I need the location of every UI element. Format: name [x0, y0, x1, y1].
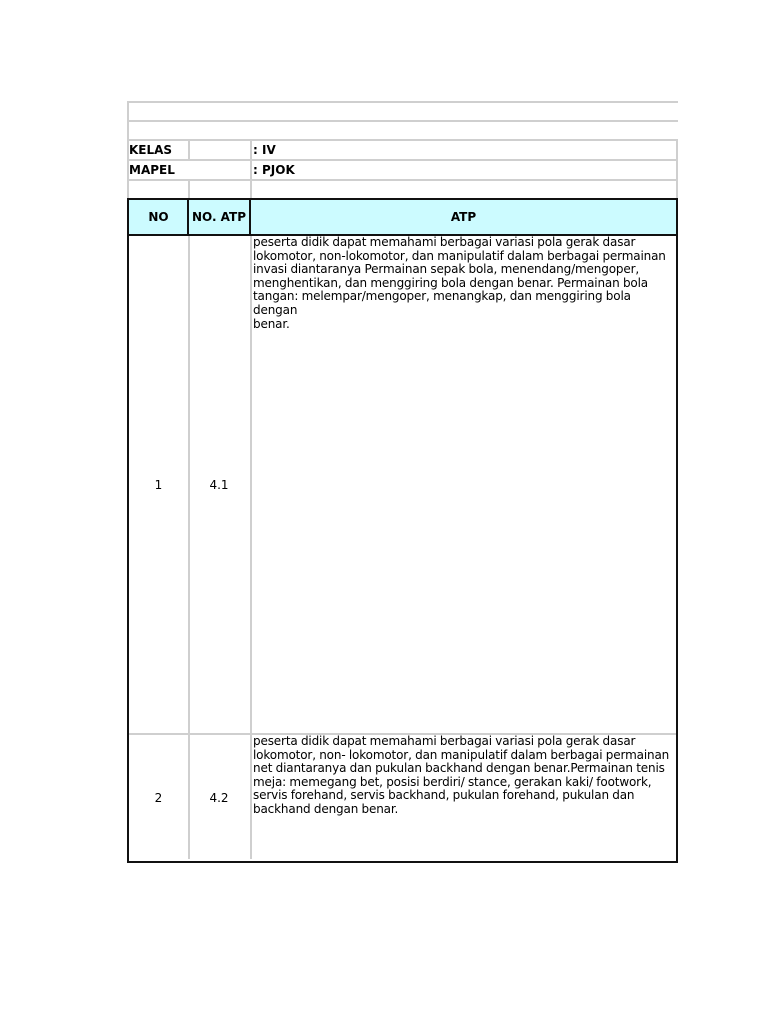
atp-line: tangan: melempar/mengoper, menangkap, dan menggiring bola dengan — [253, 289, 631, 317]
kelas-value: : IV — [253, 143, 276, 157]
grid-line — [127, 179, 678, 181]
row-2-no: 2 — [154, 791, 163, 805]
grid-line — [127, 139, 678, 141]
row-1-atp — [253, 236, 673, 331]
kelas-label: KELAS — [129, 143, 173, 157]
grid-line — [127, 120, 678, 122]
grid-line — [250, 139, 252, 198]
grid-line — [676, 139, 678, 198]
atp-line: net diantaranya dan pukulan backhand dengan benar.Permainan tenis — [253, 761, 665, 776]
atp-line: servis forehand, servis backhand, pukulan forehand, pukulan dan — [253, 788, 635, 803]
atp-line: menghentikan, dan menggiring bola dengan benar. Permainan bola — [253, 275, 648, 290]
row-1-no-atp: 4.1 — [209, 478, 229, 492]
atp-line: lokomotor, non-lokomotor, dan manipulatif dalam berbagai permainan — [253, 248, 666, 263]
row-1-no: 1 — [154, 478, 163, 492]
mapel-label: MAPEL — [129, 163, 175, 177]
atp-table — [127, 198, 678, 863]
header-atp: ATP — [450, 210, 477, 224]
grid-line — [188, 179, 190, 198]
mapel-value: : PJOK — [253, 163, 295, 177]
atp-line: peserta didik dapat memahami berbagai variasi pola gerak dasar — [253, 734, 636, 748]
grid-line — [127, 101, 678, 103]
atp-line: backhand dengan benar. — [253, 801, 399, 816]
header-no-atp: NO. ATP — [191, 210, 247, 224]
row-2-atp — [253, 735, 673, 817]
atp-line: lokomotor, non- lokomotor, dan manipulatif dalam berbagai permainan — [253, 747, 670, 762]
grid-line — [188, 139, 190, 159]
grid-line — [127, 159, 678, 161]
atp-line: benar. — [253, 316, 290, 331]
row-2-no-atp: 4.2 — [209, 791, 229, 805]
atp-line: meja: memegang bet, posisi berdiri/ stance, gerakan kaki/ footwork, — [253, 774, 652, 789]
header-no: NO — [148, 210, 169, 224]
atp-line: peserta didik dapat memahami berbagai variasi pola gerak dasar — [253, 235, 636, 249]
atp-line: invasi diantaranya Permainan sepak bola, menendang/mengoper, — [253, 262, 640, 277]
